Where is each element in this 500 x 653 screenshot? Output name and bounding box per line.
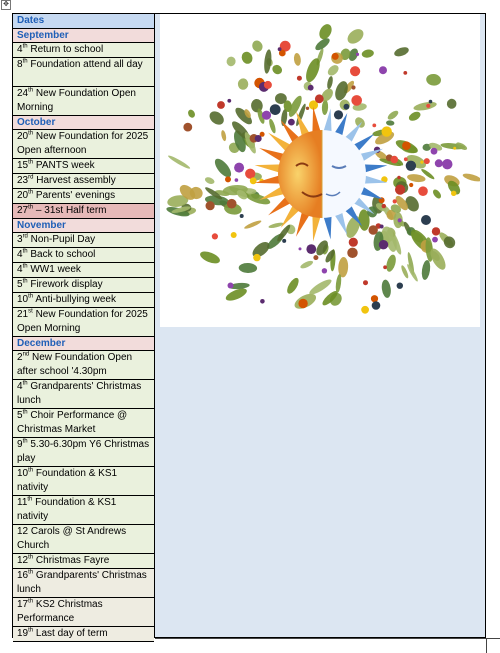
event-text: Carols @ St Andrews Church [17,526,127,551]
event-text: Christmas Fayre [33,555,110,566]
event-text: New Foundation for 2025 Open afternoon [17,131,149,156]
event-day: 23 [17,175,29,186]
event-row [13,58,154,87]
event-row [13,293,154,308]
event-row [13,351,154,380]
event-day-suffix: th [28,189,34,196]
event-day-suffix: th [22,409,28,416]
sun-moon-wreath-icon [160,14,480,327]
event-day: 10 [17,294,29,305]
event-row [13,43,154,58]
event-day-suffix: th [22,263,28,270]
event-text: PANTS week [33,160,95,171]
event-day-suffix: th [28,87,34,94]
event-day-suffix: th [28,598,34,605]
picture-cell[interactable] [155,14,485,637]
event-day-suffix: th [27,496,33,503]
event-text: – 31st Half term [33,205,107,216]
month-header: December [13,337,154,351]
event-day: 8 [17,59,23,70]
event-text: 5.30-6.30pm Y6 Christmas play [17,439,150,464]
event-row [13,87,154,116]
event-day-suffix: th [22,58,28,65]
event-day-suffix: th [28,554,34,561]
event-row [13,308,154,337]
event-text: WW1 week [27,264,81,275]
event-day-suffix: th [28,130,34,137]
event-text: Non-Pupil Day [27,234,96,245]
event-day: 3 [17,234,23,245]
event-row [13,263,154,278]
event-row [13,627,154,642]
event-row [13,233,154,248]
event-row [13,525,154,554]
event-text: Grandparents' Christmas lunch [17,570,147,595]
event-day: 20 [17,190,29,201]
event-day: 5 [17,410,23,421]
event-row [13,380,154,409]
event-text: Foundation & KS1 nativity [17,497,117,522]
event-row [13,409,154,438]
cell-marker [486,638,487,653]
event-text: Return to school [27,44,104,55]
event-day-suffix: th [22,438,28,445]
event-day: 24 [17,88,29,99]
event-text: KS2 Christmas Performance [17,599,103,624]
event-day: 20 [17,131,29,142]
wreath-picture[interactable] [160,14,480,327]
event-day: 9 [17,439,23,450]
event-row [13,174,154,189]
event-day-suffix: th [22,278,28,285]
event-text: Harvest assembly [33,175,116,186]
event-text: Last day of term [33,628,108,639]
event-day-suffix: rd [22,233,28,240]
event-day: 27 [17,205,29,216]
event-day-suffix: th [28,467,34,474]
event-day-suffix: th [22,380,28,387]
event-day: 12 [17,526,29,537]
event-day: 15 [17,160,29,171]
event-row [13,189,154,204]
event-row [13,569,154,598]
event-row [13,204,154,219]
event-row [13,278,154,293]
event-text: Parents' evenings [33,190,116,201]
event-text: New Foundation for 2025 Open Morning [17,309,148,334]
event-day: 2 [17,352,23,363]
footer-rule [155,638,500,639]
event-row [13,554,154,569]
event-day-suffix: th [28,204,34,211]
month-header: September [13,29,154,43]
event-day: 17 [17,599,29,610]
event-text: New Foundation Open after school '4.30pm [17,352,133,377]
event-day-suffix: rd [28,174,34,181]
event-day-suffix: th [28,159,34,166]
event-row [13,438,154,467]
event-day: 5 [17,279,23,290]
event-day: 4 [17,249,23,260]
event-text: Foundation attend all day [27,59,143,70]
event-text: Foundation & KS1 nativity [17,468,118,493]
table-move-handle[interactable]: ✥ [1,0,11,10]
event-row [13,598,154,627]
event-day-suffix: th [28,627,34,634]
event-day: 19 [17,628,29,639]
event-text: New Foundation Open Morning [17,88,136,113]
event-text: Anti-bullying week [33,294,116,305]
event-day-suffix: th [22,248,28,255]
dates-header: Dates [13,14,154,29]
event-row [13,130,154,159]
event-row [13,467,154,496]
event-row [13,496,154,525]
event-row [13,159,154,174]
event-day-suffix: st [28,308,33,315]
event-text: Back to school [27,249,96,260]
event-day: 4 [17,264,23,275]
event-row [13,248,154,263]
event-day-suffix: th [22,43,28,50]
event-day: 21 [17,309,29,320]
event-text: Choir Performance @ Christmas Market [17,410,128,435]
event-day: 4 [17,44,23,55]
event-day: 10 [17,468,29,479]
month-header: November [13,219,154,233]
event-day: 12 [17,555,29,566]
event-day-suffix: nd [22,351,30,358]
dates-column [13,14,154,642]
event-day-suffix: th [28,293,34,300]
event-day: 16 [17,570,29,581]
month-header: October [13,116,154,130]
event-day: 11 [17,497,28,508]
event-day: 4 [17,381,23,392]
event-day-suffix: th [28,569,34,576]
event-text: Grandparents' Christmas lunch [17,381,142,406]
calendar-table [12,13,486,638]
event-text: Firework display [27,279,103,290]
